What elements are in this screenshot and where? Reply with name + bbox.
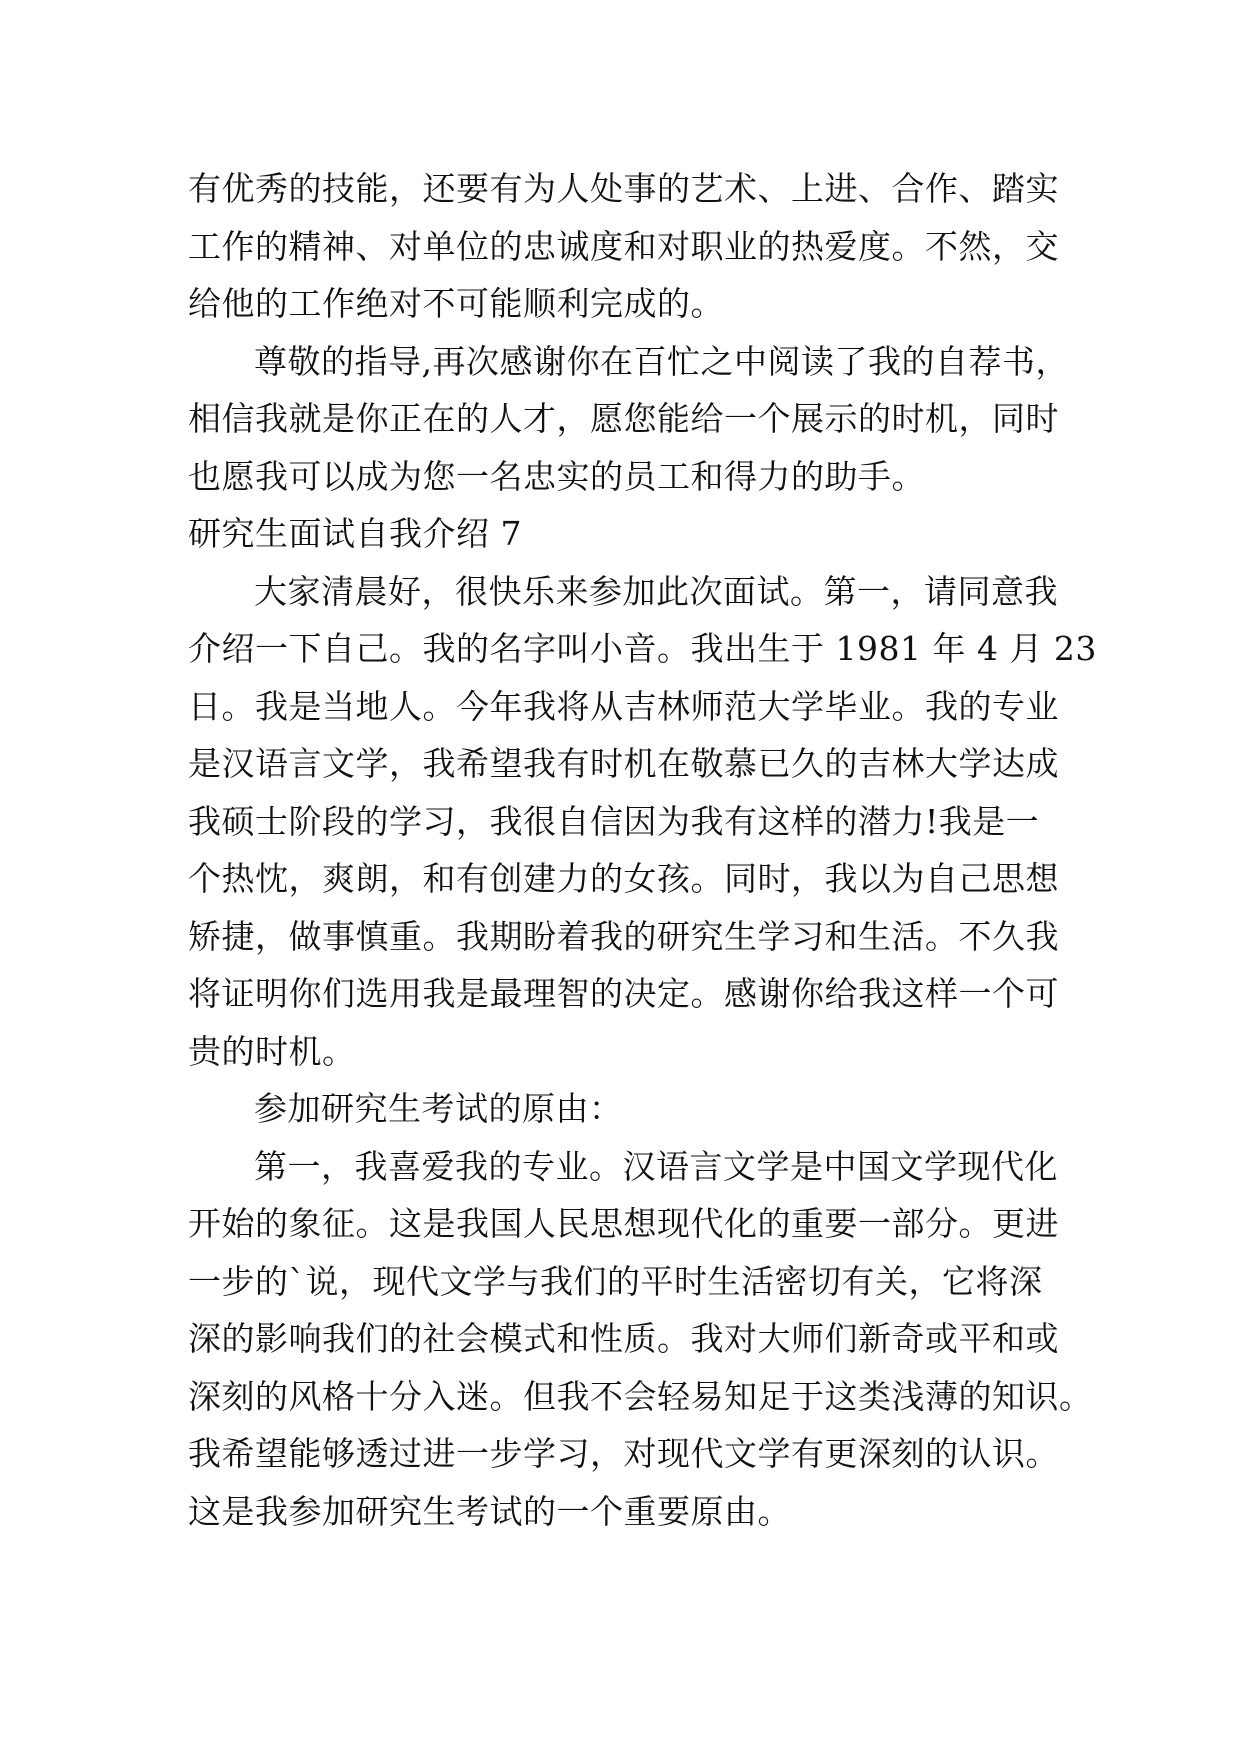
- paragraph-line: 日。我是当地人。今年我将从吉林师范大学毕业。我的专业: [188, 686, 1059, 726]
- paragraph-line: 一步的`说，现代文学与我们的平时生活密切有关，它将深: [188, 1261, 1043, 1301]
- section-heading: [188, 505, 1068, 563]
- paragraph-line: 第一，我喜爱我的专业。汉语言文学是中国文学现代化: [254, 1146, 1058, 1186]
- paragraph-line: 参加研究生考试的原由：: [254, 1089, 623, 1128]
- paragraph-line: 我硕士阶段的学习，我很自信因为我有这样的潜力!我是一: [188, 801, 1040, 841]
- paragraph-line: 大家清晨好，很快乐来参加此次面试。第一，请同意我: [254, 571, 1058, 611]
- paragraph-line: 有优秀的技能，还要有为人处事的艺术、上进、合作、踏实: [188, 169, 1059, 208]
- paragraph-line: 尊敬的指导,再次感谢你在百忙之中阅读了我的自荐书，: [254, 341, 1069, 381]
- paragraph-line: 贵的时机。: [188, 1031, 356, 1071]
- paragraph-line: 深的影响我们的社会模式和性质。我对大师们新奇或平和或: [188, 1319, 1059, 1358]
- heading-text: 研究生面试自我介绍 7: [188, 514, 522, 553]
- paragraph-line: 是汉语言文学，我希望我有时机在敬慕已久的吉林大学达成: [188, 744, 1059, 783]
- paragraph-line: 将证明你们选用我是最理智的决定。感谢你给我这样一个可: [188, 974, 1059, 1013]
- paragraph-line: 相信我就是你正在的人才，愿您能给一个展示的时机，同时: [188, 399, 1059, 438]
- paragraph-line: 介绍一下自己。我的名字叫小音。我出生于 1981 年 4 月 23: [188, 629, 1097, 668]
- paragraph: [188, 1080, 1068, 1138]
- paragraph-line: 工作的精神、对单位的忠诚度和对职业的热爱度。不然，交: [188, 226, 1059, 266]
- paragraph: [188, 1138, 1093, 1541]
- paragraph: [188, 563, 1097, 1081]
- paragraph-line: 矫捷，做事慎重。我期盼着我的研究生学习和生活。不久我: [188, 916, 1059, 956]
- paragraph-line: 个热忱，爽朗，和有创建力的女孩。同时，我以为自己思想: [188, 859, 1059, 898]
- paragraph-line: 给他的工作绝对不可能顺利完成的。: [188, 284, 724, 323]
- paragraph: [188, 160, 1068, 333]
- paragraph-line: 也愿我可以成为您一名忠实的员工和得力的助手。: [188, 456, 925, 496]
- paragraph-line: 这是我参加研究生考试的一个重要原由。: [188, 1491, 791, 1531]
- document-body: [188, 160, 1097, 1540]
- paragraph-line: 我希望能够透过进一步学习，对现代文学有更深刻的认识。: [188, 1434, 1059, 1473]
- paragraph: [188, 333, 1068, 506]
- paragraph-line: 深刻的风格十分入迷。但我不会轻易知足于这类浅薄的知识。: [188, 1376, 1093, 1416]
- paragraph-line: 开始的象征。这是我国人民思想现代化的重要一部分。更进: [188, 1204, 1059, 1243]
